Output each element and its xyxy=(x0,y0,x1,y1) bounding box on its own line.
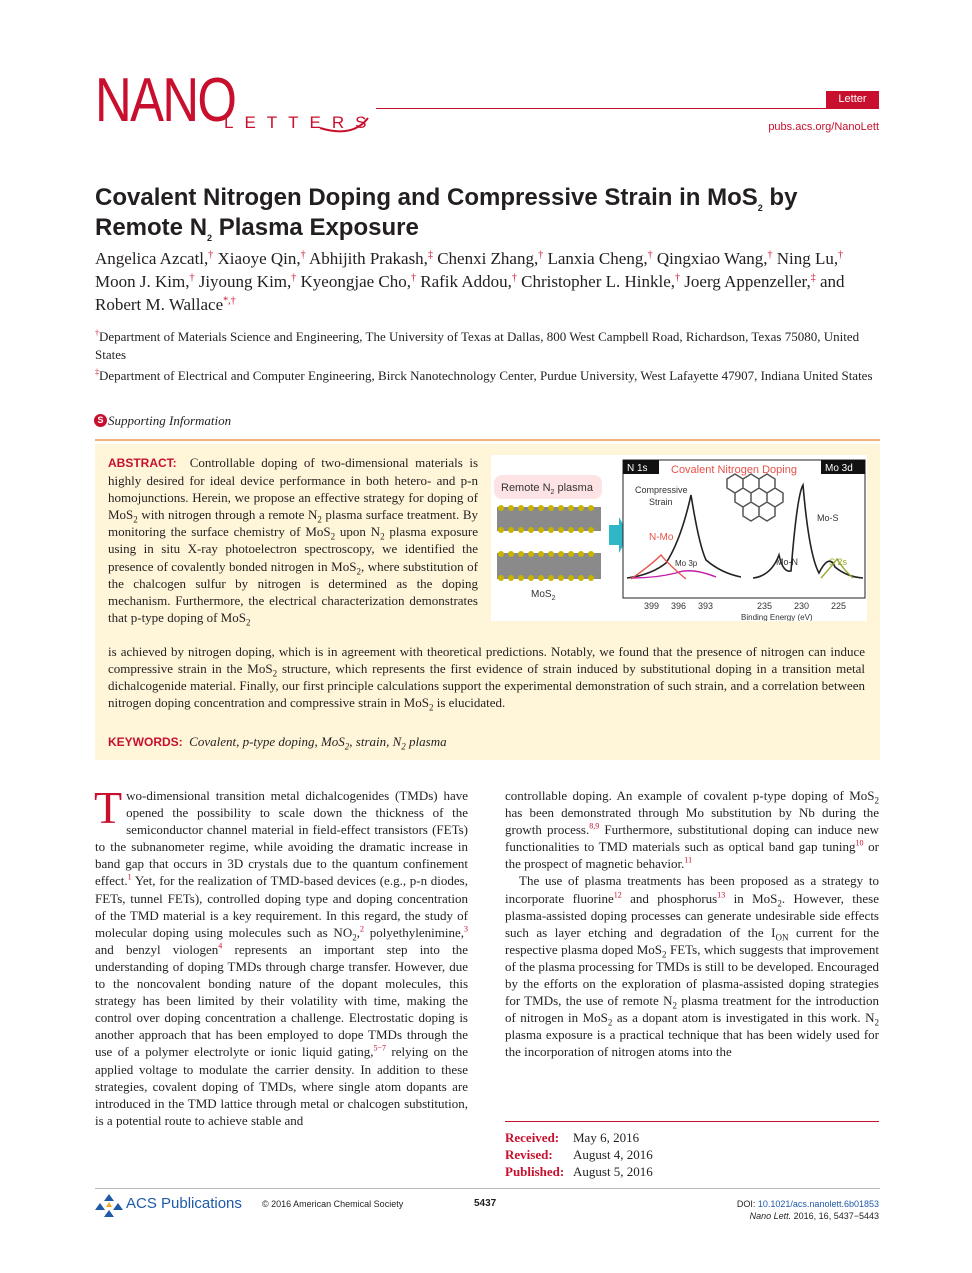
author[interactable]: Angelica Azcatl,† xyxy=(95,249,214,268)
abstract-label: ABSTRACT: xyxy=(108,456,177,470)
journal-logo-nano: NANO xyxy=(95,66,236,135)
date-published: Published: August 5, 2016 xyxy=(505,1164,653,1179)
copyright: © 2016 American Chemical Society xyxy=(262,1199,404,1209)
svg-text:Binding Energy (eV): Binding Energy (eV) xyxy=(741,613,813,621)
article-type-badge: Letter xyxy=(826,91,879,108)
svg-text:396: 396 xyxy=(671,601,687,611)
logo-swoosh-icon xyxy=(318,98,378,140)
svg-text:Remote N2 plasma: Remote $N_2$ plasma xyxy=(501,482,593,496)
mos2-layer-top xyxy=(497,505,601,533)
affiliation: ‡Department of Electrical and Computer Engineering, Birck Nanotechnology Center, Purdue University, West Lafayette 47907, Indiana United States xyxy=(95,367,873,383)
dates-rule xyxy=(505,1121,879,1122)
journal-logo-letters: LETTERS xyxy=(224,113,378,132)
abstract-text-bottom: is achieved by nitrogen doping, which is in agreement with theoretical predictions. Notably, we found that the presence of nitrogen can induce compressive strain in the MoS$_2$ structure, which represents the first evidence of strain induced by substitutional doping in a transition metal dichalcogenide material. Finally, our first principle calculations support the experimental demonstration of such strain, and a correlation between nitrogen doping concentration and compressive strain in MoS$_2$ is elucidated. xyxy=(108,644,865,713)
toc-graphic xyxy=(491,455,867,621)
author[interactable]: Ning Lu,† xyxy=(776,249,844,268)
mos2-layer-bottom xyxy=(497,551,601,581)
svg-text:Mo-S: Mo-S xyxy=(817,513,839,523)
author[interactable]: Lanxia Cheng,† xyxy=(547,249,653,268)
body-column-left: Two-dimensional transition metal dichalcogenides (TMDs) have opened the possibility to scale down the thickness of the semiconductor channel material in field-effect transistors (FETs) to the subnanometer regime, while avoiding the dramatic increase in band gap that occurs in 3D crystals due to the quantum confinement effect.$^1$ Yet, for the realization of TMD-based devices (e.g., p-n diodes, FETs, tunnel FETs), controlled doping type and doping concentration of the TMD material is a key requirement. In this regard, the study of molecular doping using molecules such as $NO_2,^2$ polyethylenimine,$^3$ and benzyl viologen$^4$ represents an important step into the understanding of doping TMDs through charge transfer. However, due to the noncovalent bonding nature of the dopant molecules, this strategy has been limited by their volatility with time, making the control over doping concentration a challenge. Electrostatic doping is another approach that has been employed to dope TMDs through the use of a polymer electrolyte or ionic liquid gating,$^{5-7}$ relying on the applied voltage to modulate the carrier density. In addition to these strategies, covalent doping of TMDs, where single atom dopants are introduced in the TMD lattice through metal or chalcogen substitution, is a potential route to achieve stable and xyxy=(94,782,469,1128)
author[interactable]: Joerg Appenzeller,‡ xyxy=(684,272,816,291)
body-column-right xyxy=(505,787,879,1061)
svg-text:MoS2: MoS$_2$ xyxy=(531,589,556,602)
svg-text:N 1s: N 1s xyxy=(627,463,648,474)
svg-text:399: 399 xyxy=(644,601,660,611)
author[interactable]: Moon J. Kim,† xyxy=(95,272,195,291)
author[interactable]: and Robert M. Wallace*,† xyxy=(95,272,845,314)
author[interactable]: Kyeongjae Cho,† xyxy=(300,272,417,291)
author-list xyxy=(95,247,880,316)
svg-text:Strain: Strain xyxy=(649,497,673,507)
author[interactable]: Qingxiao Wang,† xyxy=(656,249,773,268)
journal-site-link[interactable]: pubs.acs.org/NanoLett xyxy=(768,121,879,133)
abstract-top-rule xyxy=(95,439,880,441)
author[interactable]: Rafik Addou,† xyxy=(420,272,517,291)
author[interactable]: Abhijith Prakash,‡ xyxy=(308,249,433,268)
date-revised: Revised: August 4, 2016 xyxy=(505,1147,653,1162)
paragraph: The use of plasma treatments has been proposed as a strategy to incorporate fluorine$^{12}$ and phosphorus$^{13}$ in MoS$_2$. However, these plasma-assisted doping processes can generate undesirable side effects such as layer etching and degradation of the $I_{ON}$ current for the respective plasma doped MoS$_2$ FETs, which suggests that improvement of the plasma processing for TMDs is still to be developed. Encouraged by the efforts on the exploration of plasma-assisted doping strategies for TMDs, the use of remote $N_2$ plasma treatment for the introduction of nitrogen in MoS$_2$ as a dopant atom is investigated in this work. $N_2$ plasma exposure is a practical technique that has been widely used for the incorporation of nitrogen atoms into the xyxy=(505,873,880,1060)
footer-rule xyxy=(95,1188,880,1189)
keywords-label: KEYWORDS: xyxy=(108,735,183,749)
doi-citation: DOI: 10.1021/acs.nanolett.6b01853 Nano Lett. 2016, 16, 5437−5443 xyxy=(736,1199,879,1221)
publication-dates xyxy=(505,1129,653,1180)
author[interactable]: Xiaoye Qin,† xyxy=(217,249,306,268)
doi-link[interactable]: 10.1021/acs.nanolett.6b01853 xyxy=(757,1199,879,1209)
svg-text:Compressive: Compressive xyxy=(635,485,688,495)
svg-text:N-Mo: N-Mo xyxy=(649,532,674,543)
acs-logo-icon xyxy=(95,1192,123,1220)
author[interactable]: Chenxi Zhang,† xyxy=(437,249,544,268)
author[interactable]: Jiyoung Kim,† xyxy=(198,272,297,291)
drop-cap: T xyxy=(94,782,123,833)
supporting-info-icon[interactable]: S xyxy=(94,414,107,427)
date-received: Received: May 6, 2016 xyxy=(505,1130,640,1145)
svg-text:Mo 3d: Mo 3d xyxy=(825,463,853,474)
page-number: 5437 xyxy=(474,1198,497,1209)
header-rule xyxy=(376,108,879,109)
svg-text:393: 393 xyxy=(698,601,714,611)
svg-text:S 2s: S 2s xyxy=(829,557,848,567)
svg-text:235: 235 xyxy=(757,601,773,611)
keywords: KEYWORDS: Covalent, p-type doping, MoS$_2$, strain, $N_2$ plasma xyxy=(108,734,447,752)
publisher-name[interactable]: ACS Publications xyxy=(126,1195,242,1212)
svg-text:Mo-N: Mo-N xyxy=(776,557,798,567)
article-title: Covalent Nitrogen Doping and Compressive Strain in MoS$_2$ by Remote $N_2$ Plasma Exposure xyxy=(95,184,798,243)
svg-text:225: 225 xyxy=(831,601,847,611)
paragraph: controllable doping. An example of covalent p-type doping of MoS$_2$ has been demonstrated through Mo substitution by Nb during the growth process.$^{8,9}$ Furthermore, substitutional doping can induce new functionalities to TMD materials such as optical band gap tuning$^{10}$ or the prospect of magnetic behavior.$^{11}$ xyxy=(505,788,879,872)
abstract-text-top: ABSTRACT: Controllable doping of two-dimensional materials is highly desired for ideal device performance in both hetero- and p-n homojunctions. Herein, we propose an effective strategy for doping of MoS$_2$ with nitrogen through a remote $N_2$ plasma surface treatment. By monitoring the surface chemistry of MoS$_2$ upon $N_2$ plasma exposure using in situ X-ray photoelectron spectroscopy, we identified the presence of covalently bonded nitrogen in MoS$_2$, where substitution of the chalcogen sulfur by nitrogen is determined as the doping mechanism. Furthermore, the electrical characterization demonstrates that p-type doping of MoS$_2$ xyxy=(108,455,478,628)
svg-text:Covalent Nitrogen Doping: Covalent Nitrogen Doping xyxy=(671,464,797,476)
supporting-info-link[interactable]: Supporting Information xyxy=(108,413,232,428)
svg-text:230: 230 xyxy=(794,601,810,611)
svg-text:Mo 3p: Mo 3p xyxy=(675,559,698,568)
author[interactable]: Christopher L. Hinkle,† xyxy=(521,272,681,291)
affiliation: †Department of Materials Science and Engineering, The University of Texas at Dallas, 800 West Campbell Road, Richardson, Texas 75080, United States xyxy=(95,328,860,362)
